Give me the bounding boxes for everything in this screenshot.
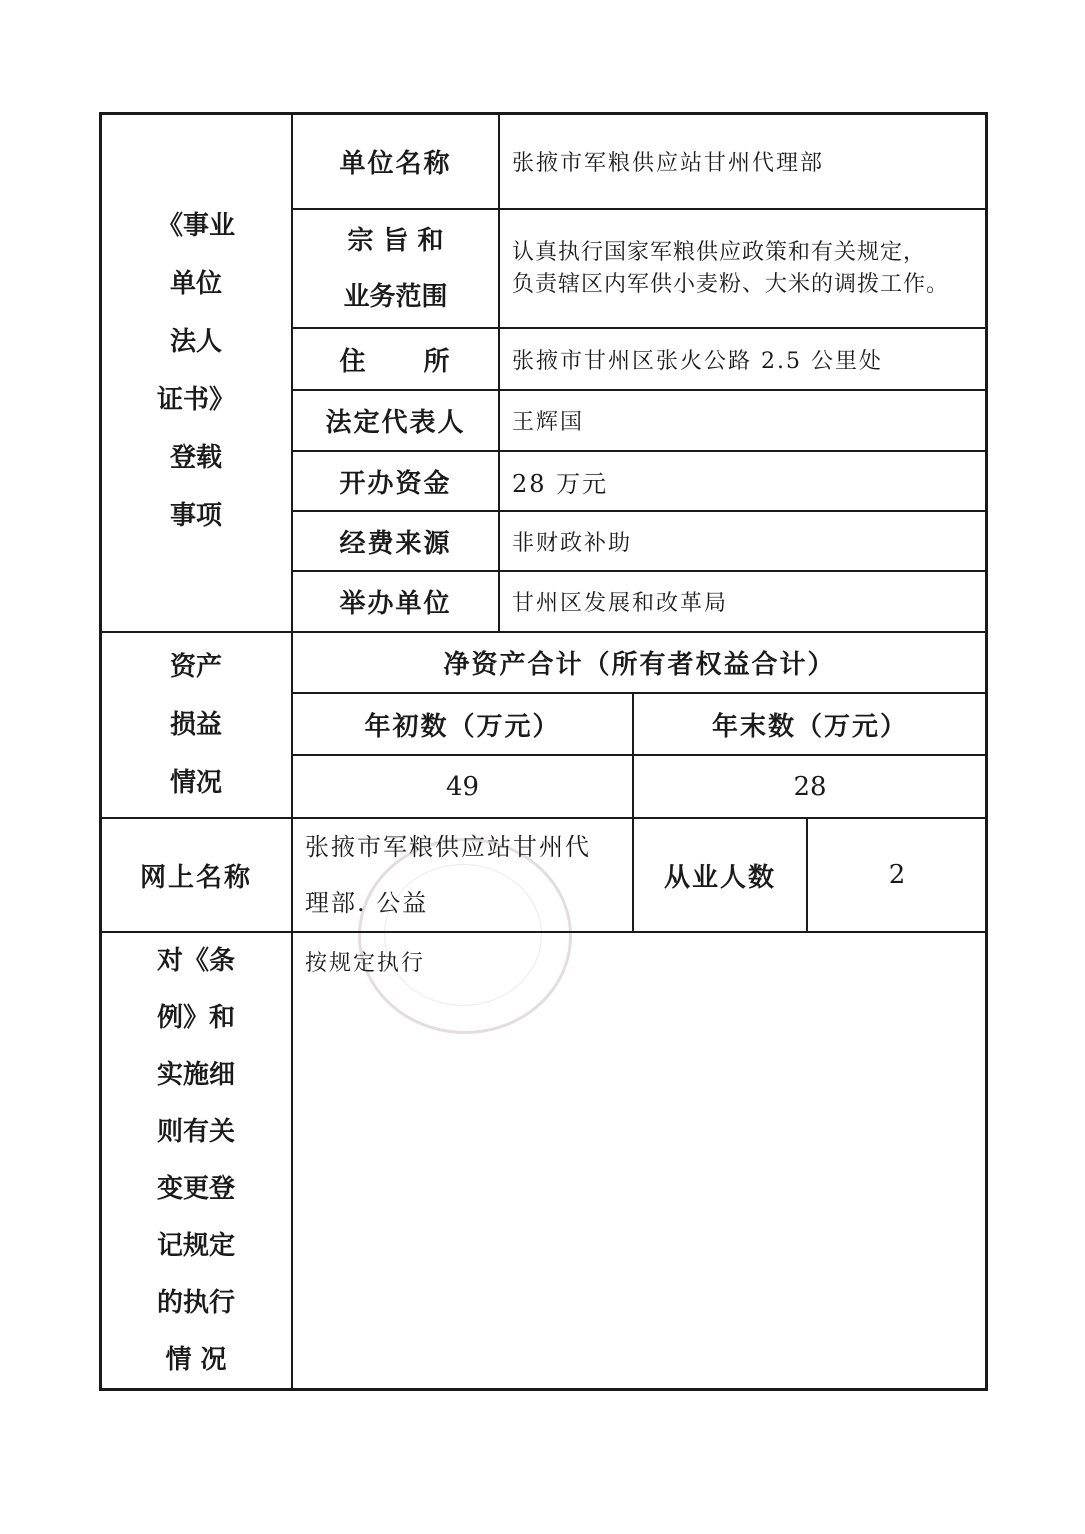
registered-capital-label: 开办资金 [339,468,452,499]
compliance-side-label-line: 情 况 [165,1345,227,1375]
staff-count-value: 2 [888,860,906,890]
assets-side-label-line: 损益 [169,710,222,740]
online-name-value [293,819,632,931]
compliance-side-label-line: 例》和 [156,1003,235,1033]
purpose-label-line: 业务范围 [343,281,448,312]
online-name-line: 张掖市军粮供应站甘州代 [305,833,591,861]
sponsor-unit-label: 举办单位 [339,589,452,619]
purpose-scope-value [500,210,986,327]
staff-count-label: 从业人数 [663,862,776,893]
assets-side-label [100,633,292,817]
side-label-line: 法人 [169,327,222,357]
legal-representative-label: 法定代表人 [325,408,466,438]
address-value: 张掖市甘州区张火公路 2.5 公里处 [512,348,883,374]
sponsor-unit-value: 甘州区发展和改革局 [512,591,729,616]
funding-source-value: 非财政补助 [512,530,633,556]
compliance-side-label-line: 实施细 [156,1060,235,1090]
registration-side-label [100,196,292,546]
compliance-side-label-line: 变更登 [156,1174,235,1204]
legal-representative-value: 王辉国 [512,410,585,435]
purpose-label-line: 宗 旨 和 [347,225,444,256]
side-label-line: 事项 [169,501,222,531]
end-of-year-header: 年末数（万元） [711,711,908,742]
assets-side-label-line: 情况 [169,768,222,798]
start-of-year-value: 49 [445,771,480,802]
purpose-scope-label [293,210,498,327]
net-assets-header: 净资产合计（所有者权益合计） [443,650,836,680]
side-label-line: 证书》 [156,385,235,415]
online-name-label: 网上名称 [139,862,252,893]
compliance-side-label [100,933,292,1391]
online-name-line: 理部. 公益 [305,889,429,917]
purpose-value-line: 认真执行国家军粮供应政策和有关规定， [512,239,927,265]
side-label-line: 《事业 [156,211,235,241]
registered-capital-value: 28 万元 [512,469,609,498]
compliance-side-label-line: 的执行 [156,1288,235,1318]
side-label-line: 登载 [169,443,222,473]
compliance-side-label-line: 对《条 [156,946,235,976]
address-label: 住 所 [339,346,452,377]
end-of-year-value: 28 [793,771,827,802]
unit-name-label: 单位名称 [339,148,452,179]
side-label-line: 单位 [169,269,222,299]
funding-source-label: 经费来源 [339,528,452,559]
compliance-value: 按规定执行 [305,950,426,976]
compliance-side-label-line: 则有关 [156,1117,235,1147]
unit-name-value: 张掖市军粮供应站甘州代理部 [512,150,825,176]
compliance-side-label-line: 记规定 [156,1231,235,1261]
start-of-year-header: 年初数（万元） [364,711,561,742]
assets-side-label-line: 资产 [169,652,222,682]
purpose-value-line: 负责辖区内军供小麦粉、大米的调拨工作。 [512,271,950,297]
